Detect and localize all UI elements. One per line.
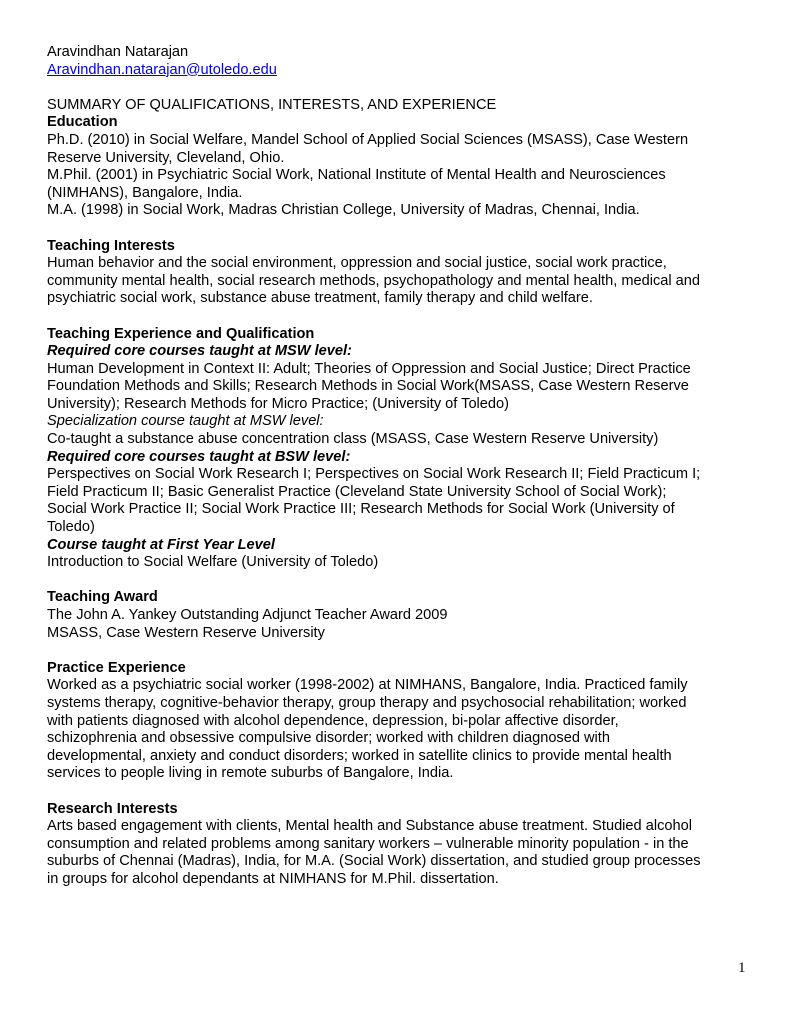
msw-core-line: Foundation Methods and Skills; Research Methods in Social Work(MSASS, Case Western Reserve (47, 378, 689, 395)
msw-core-line: University); Research Methods for Micro Practice; (University of Toledo) (47, 395, 510, 412)
first-year-heading: Course taught at First Year Level (47, 536, 275, 553)
practice-experience-line: schizophrenia and obsessive compulsive disorder; worked with children diagnosed with (47, 730, 610, 747)
research-interests-heading: Research Interests (47, 800, 178, 817)
teaching-interests-line: community mental health, social research methods, psychopathology and mental health, medical and (47, 272, 701, 289)
teaching-award-section (47, 589, 757, 642)
msw-specialization-heading: Specialization course taught at MSW level: (47, 413, 324, 430)
education-heading: Education (47, 114, 118, 131)
practice-experience-section (47, 660, 757, 783)
practice-experience-heading: Practice Experience (47, 659, 186, 676)
teaching-award-line: MSASS, Case Western Reserve University (47, 624, 325, 641)
education-section (47, 114, 757, 220)
teaching-interests-line: psychiatric social work, substance abuse treatment, family therapy and child welfare. (47, 290, 593, 307)
page-number: 1 (738, 960, 746, 976)
education-line: Ph.D. (2010) in Social Welfare, Mandel School of Applied Social Sciences (MSASS), Case Western (47, 131, 689, 148)
msw-core-line: Human Development in Context II: Adult; Theories of Oppression and Social Justice; Direct Practice (47, 360, 691, 377)
practice-experience-line: with patients diagnosed with alcohol dependence, depression, bi-polar affective disorder, (47, 712, 619, 729)
practice-experience-line: services to people living in remote suburbs of Bangalore, India. (47, 765, 454, 782)
bsw-core-line: Social Work Practice II; Social Work Practice III; Research Methods for Social Work (University of (47, 501, 675, 518)
teaching-interests-section (47, 238, 757, 308)
teaching-interests-heading: Teaching Interests (47, 237, 175, 254)
msw-specialization-line: Co-taught a substance abuse concentration class (MSASS, Case Western Reserve University) (47, 431, 659, 448)
summary-title: SUMMARY OF QUALIFICATIONS, INTERESTS, AND EXPERIENCE (47, 96, 497, 113)
author-name: Aravindhan Natarajan (47, 44, 189, 60)
bsw-core-line: Field Practicum II; Basic Generalist Practice (Cleveland State University School of Social Work); (47, 483, 667, 500)
first-year-line: Introduction to Social Welfare (University of Toledo) (47, 554, 379, 571)
teaching-award-heading: Teaching Award (47, 589, 158, 606)
teaching-experience-heading: Teaching Experience and Qualification (47, 325, 315, 342)
resume-page (47, 44, 757, 889)
teaching-experience-section (47, 326, 757, 572)
education-line: (NIMHANS), Bangalore, India. (47, 184, 243, 201)
research-interests-line: consumption and related problems among sanitary workers – vulnerable minority population - in the (47, 835, 689, 852)
msw-core-heading: Required core courses taught at MSW level: (47, 343, 352, 360)
bsw-core-heading: Required core courses taught at BSW level: (47, 448, 351, 465)
teaching-interests-line: Human behavior and the social environment, oppression and social justice, social work practice, (47, 255, 667, 272)
teaching-award-line: The John A. Yankey Outstanding Adjunct Teacher Award 2009 (47, 607, 448, 623)
education-line: M.Phil. (2001) in Psychiatric Social Work, National Institute of Mental Health and Neurosciences (47, 167, 666, 184)
education-line: Reserve University, Cleveland, Ohio. (47, 149, 285, 166)
research-interests-line: Arts based engagement with clients, Mental health and Substance abuse treatment. Studied alcohol (47, 818, 692, 835)
bsw-core-line: Toledo) (47, 519, 95, 536)
bsw-core-line: Perspectives on Social Work Research I; Perspectives on Social Work Research II; Field Practicum I; (47, 466, 701, 483)
research-interests-line: suburbs of Chennai (Madras), India, for M.A. (Social Work) dissertation, and studied group processes (47, 853, 701, 870)
practice-experience-line: systems therapy, cognitive-behavior therapy, group therapy and psychosocial rehabilitation; worked (47, 694, 687, 711)
research-interests-section (47, 801, 757, 889)
practice-experience-line: Worked as a psychiatric social worker (1998-2002) at NIMHANS, Bangalore, India. Practiced family (47, 677, 688, 694)
education-line: M.A. (1998) in Social Work, Madras Christian College, University of Madras, Chennai, India. (47, 202, 640, 219)
practice-experience-line: developmental, anxiety and conduct disorders; worked in satellite clinics to provide mental health (47, 747, 672, 764)
research-interests-line: in groups for alcohol dependants at NIMHANS for M.Phil. dissertation. (47, 870, 499, 887)
email-link[interactable]: Aravindhan.natarajan@utoledo.edu (47, 61, 277, 78)
